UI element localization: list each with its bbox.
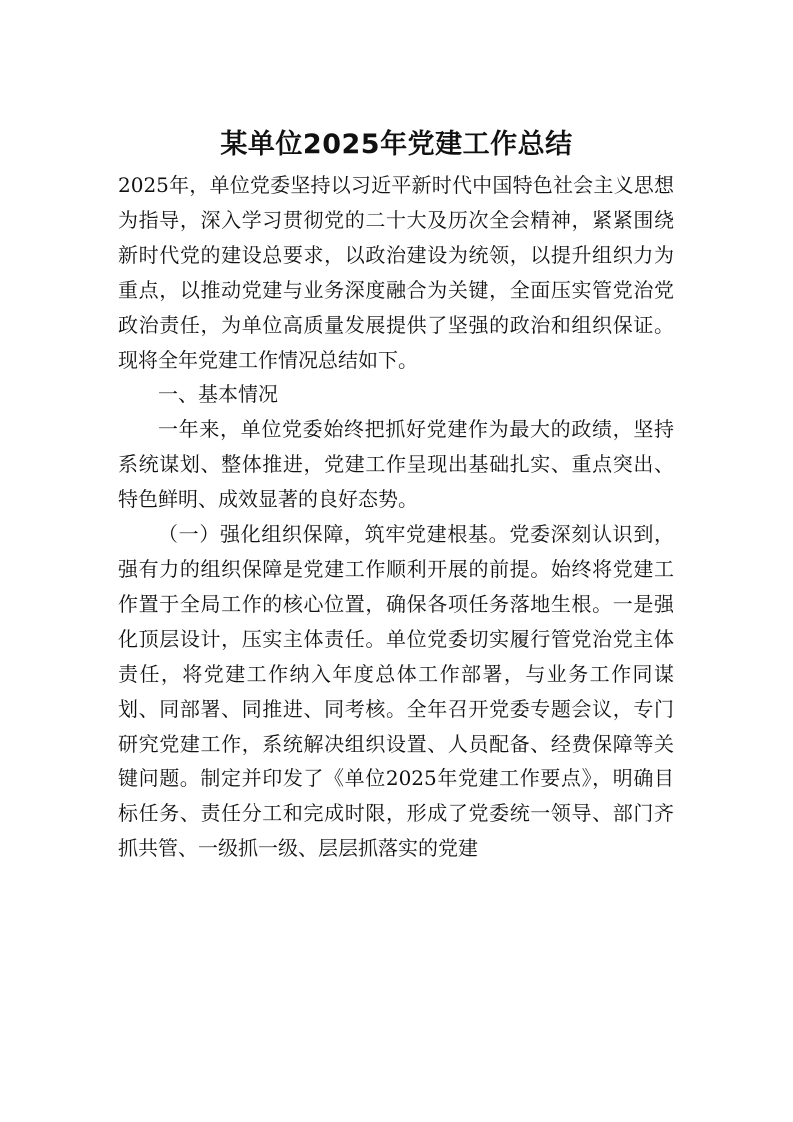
overview-paragraph: 一年来，单位党委始终把抓好党建作为最大的政绩，坚持系统谋划、整体推进，党建工作呈现出基础扎实、重点突出、特色鲜明、成效显著的良好态势。 (118, 417, 674, 512)
section-heading-basic-situation: 一、基本情况 (158, 382, 278, 407)
document-title: 某单位2025年党建工作总结 (220, 129, 573, 160)
document-body (118, 168, 674, 866)
intro-paragraph: 2025年，单位党委坚持以习近平新时代中国特色社会主义思想为指导，深入学习贯彻党的二十大及历次全会精神，紧紧围绕新时代党的建设总要求，以政治建设为统领，以提升组织力为重点，以推动党建与业务深度融合为关键，全面压实管党治党政治责任，为单位高质量发展提供了坚强的政治和组织保证。现将全年党建工作情况总结如下。 (118, 173, 674, 372)
subsection-organization-paragraph: （一）强化组织保障，筑牢党建根基。党委深刻认识到，强有力的组织保障是党建工作顺利开展的前提。始终将党建工作置于全局工作的核心位置，确保各项任务落地生根。一是强化顶层设计，压实主体责任。单位党委切实履行管党治党主体责任，将党建工作纳入年度总体工作部署，与业务工作同谋划、同部署、同推进、同考核。全年召开党委专题会议，专门研究党建工作，系统解决组织设置、人员配备、经费保障等关键问题。制定并印发了《单位2025年党建工作要点》，明确目标任务、责任分工和完成时限，形成了党委统一领导、部门齐抓共管、一级抓一级、层层抓落实的党建 (118, 522, 674, 861)
